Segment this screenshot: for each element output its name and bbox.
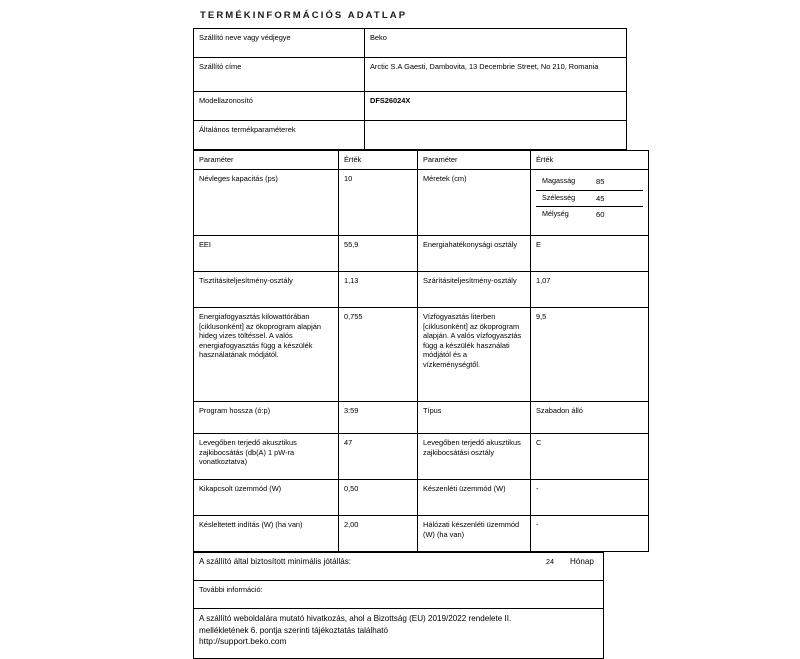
- depth-value: 60: [596, 209, 605, 219]
- model-identifier-value: DFS26024X: [365, 92, 627, 121]
- table-row: [194, 402, 649, 434]
- page-title: TERMÉKINFORMÁCIÓS ADATLAP: [200, 10, 408, 21]
- noise-emission-value: 47: [339, 434, 418, 480]
- supplier-name-value: Beko: [365, 29, 627, 58]
- drying-class-value: 1,07: [531, 272, 649, 308]
- list-item: [536, 206, 643, 222]
- table-row: [194, 581, 604, 609]
- energy-consumption-value: 0,755: [339, 308, 418, 402]
- type-value: Szabadon álló: [531, 402, 649, 434]
- list-item: [536, 190, 643, 206]
- drying-class-label: Szárításiteljesítmény-osztály: [418, 272, 531, 308]
- water-consumption-value: 9,5: [531, 308, 649, 402]
- table-row: [194, 480, 649, 516]
- networked-standby-label: Hálózati készenléti üzemmód (W) (ha van): [418, 516, 531, 552]
- dimensions-subtable: [536, 174, 643, 221]
- general-parameters-value: [365, 121, 627, 150]
- off-mode-value: 0,50: [339, 480, 418, 516]
- dimensions-value-cell: [531, 170, 649, 236]
- energy-consumption-label: Energiafogyasztás kilowattórában [ciklusonként] az ökoprogram alapján hideg vizes töltéssel. A valós energiafogyasztás függ a készülék használatának módjától.: [194, 308, 339, 402]
- footer-table: [193, 552, 604, 659]
- parameters-table: [193, 150, 649, 552]
- height-value: 85: [590, 174, 643, 190]
- standby-mode-value: -: [531, 480, 649, 516]
- table-row: [194, 516, 649, 552]
- supplier-address-label: Szállító címe: [194, 58, 365, 92]
- model-identifier-label: Modellazonosító: [194, 92, 365, 121]
- header-value-left: Érték: [339, 151, 418, 170]
- table-row: [194, 170, 649, 236]
- table-row: [194, 29, 627, 58]
- standby-mode-label: Készenléti üzemmód (W): [418, 480, 531, 516]
- noise-class-label: Levegőben terjedő akusztikus zajkibocsátási osztály: [418, 434, 531, 480]
- table-row: [194, 272, 649, 308]
- delay-start-value: 2,00: [339, 516, 418, 552]
- table-row: [194, 609, 604, 659]
- cleaning-class-value: 1,13: [339, 272, 418, 308]
- table-row: [194, 553, 604, 581]
- product-information-sheet: [193, 0, 604, 659]
- supplier-address-value: Arctic S.A Gaesti, Dambovita, 13 Decembrie Street, No 210, Romania: [365, 58, 627, 92]
- dimensions-label: Méretek (cm): [418, 170, 531, 236]
- supplier-website-cell: [194, 609, 604, 659]
- networked-standby-value: -: [531, 516, 649, 552]
- general-parameters-label: Általános termékparaméterek: [194, 121, 365, 150]
- eei-label: EEI: [194, 236, 339, 272]
- off-mode-label: Kikapcsolt üzemmód (W): [194, 480, 339, 516]
- warranty-label: A szállító által biztosított minimális jótállás:: [199, 557, 352, 567]
- rated-capacity-label: Névleges kapacitás (ps): [194, 170, 339, 236]
- header-value-right: Érték: [531, 151, 649, 170]
- delay-start-label: Késleltetett indítás (W) (ha van): [194, 516, 339, 552]
- supplier-name-label: Szállító neve vagy védjegye: [194, 29, 365, 58]
- noise-class-value: C: [531, 434, 649, 480]
- regulation-reference-line2: mellékletének 6. pontja szerinti tájékoztatás található: [199, 625, 388, 635]
- energy-class-value: E: [531, 236, 649, 272]
- eei-value: 55,9: [339, 236, 418, 272]
- support-website-link[interactable]: http://support.beko.com: [199, 636, 287, 647]
- warranty-cell: [194, 553, 604, 581]
- warranty-unit: Hónap: [570, 557, 594, 567]
- identification-table: [193, 28, 627, 150]
- table-row: [194, 308, 649, 402]
- table-row: [194, 434, 649, 480]
- program-duration-value: 3:59: [339, 402, 418, 434]
- rated-capacity-value: 10: [339, 170, 418, 236]
- table-header-row: [194, 151, 649, 170]
- cleaning-class-label: Tisztításiteljesítmény-osztály: [194, 272, 339, 308]
- warranty-value: 24: [546, 557, 555, 567]
- table-row: [194, 58, 627, 92]
- water-consumption-label: Vízfogyasztás literben [ciklusonként] az ökoprogram alapján. A valós vízfogyasztás függ a készülék használati módjától és a vízkeménységtől.: [418, 308, 531, 402]
- table-row: [194, 236, 649, 272]
- header-parameter-left: Paraméter: [194, 151, 339, 170]
- depth-label: Mélység: [542, 208, 569, 218]
- regulation-reference-text: [199, 613, 598, 636]
- list-item: [536, 174, 643, 190]
- noise-emission-label: Levegőben terjedő akusztikus zajkibocsátás (db(A) 1 pW-ra vonatkoztatva): [194, 434, 339, 480]
- further-information-label: További információ:: [194, 581, 604, 609]
- header-parameter-right: Paraméter: [418, 151, 531, 170]
- energy-class-label: Energiahatékonysági osztály: [418, 236, 531, 272]
- type-label: Típus: [418, 402, 531, 434]
- table-row: [194, 121, 627, 150]
- regulation-reference-line1: A szállító weboldalára mutató hivatkozás, ahol a Bizottság (EU) 2019/2022 rendelete II.: [199, 614, 512, 624]
- table-row: [194, 92, 627, 121]
- warranty-row: [199, 557, 598, 567]
- program-duration-label: Program hossza (ó:p): [194, 402, 339, 434]
- width-label: Szélesség: [536, 190, 590, 206]
- width-value: 45: [590, 190, 643, 206]
- height-label: Magasság: [536, 174, 590, 190]
